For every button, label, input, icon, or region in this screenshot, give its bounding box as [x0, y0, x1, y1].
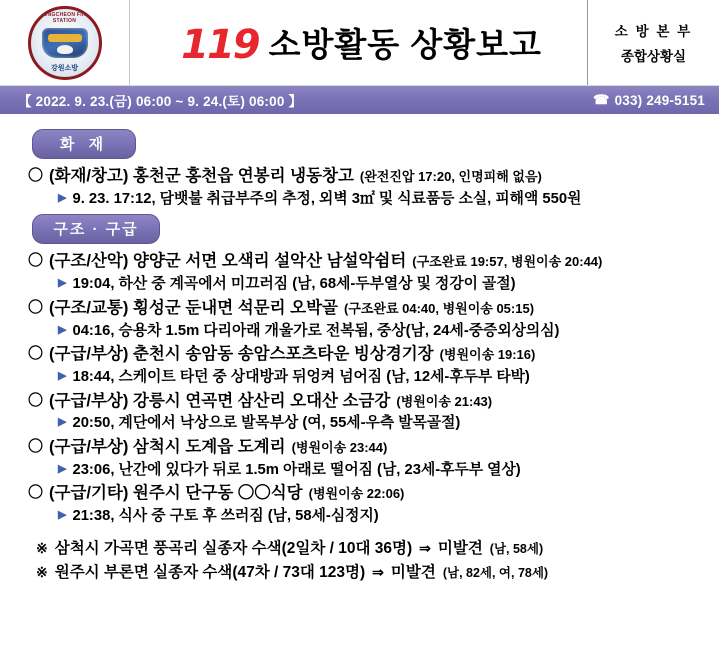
footer-notes — [14, 529, 709, 587]
incident-entry — [14, 343, 709, 388]
incident-detail — [14, 506, 709, 527]
circle-bullet-icon: 〇 — [28, 484, 44, 502]
incident-detail-text: 19:04, 하산 중 계곡에서 미끄러짐 (남, 68세-두부열상 및 정강이 골절) — [72, 276, 516, 293]
incident-headline — [14, 390, 709, 414]
triangle-bullet-icon: ▶ — [58, 509, 67, 522]
footer-note-result: 미발견 — [390, 564, 436, 582]
page-title: 소방활동 상황보고 — [268, 26, 542, 63]
emblem-top-text: HONGCHEON FIRE STATION — [39, 11, 90, 24]
contact-phone — [593, 92, 705, 108]
incident-status-note: (병원이송 19:16) — [439, 347, 536, 363]
incident-headline — [14, 250, 709, 274]
incident-detail-text: 20:50, 계단에서 낙상으로 발목부상 (여, 55세-우측 발목골절) — [72, 415, 461, 432]
incident-entry — [14, 297, 709, 342]
incident-title: (화재/창고) 홍천군 홍천읍 연봉리 냉동창고 — [49, 167, 354, 185]
triangle-bullet-icon: ▶ — [58, 370, 67, 383]
incident-status-note: (병원이송 23:44) — [291, 439, 388, 455]
department-line-2: 종합상황실 — [620, 49, 687, 64]
incident-status-note: (완전진압 17:20, 인명피해 없음) — [359, 169, 542, 184]
incident-headline — [14, 297, 709, 321]
incident-detail-text: 04:16, 승용차 1.5m 다리아래 개울가로 전복됨, 중상(남, 24세-중증외상의심) — [72, 322, 560, 339]
incident-status-note: (구조완료 04:40, 병원이송 05:15) — [343, 300, 535, 316]
incident-entry — [14, 165, 709, 210]
incident-title: (구급/부상) 삼척시 도계읍 도계리 — [49, 437, 286, 456]
triangle-bullet-icon: ▶ — [58, 323, 67, 336]
incident-entry — [14, 250, 709, 295]
incident-detail — [14, 460, 709, 481]
incident-detail — [14, 413, 709, 434]
circle-bullet-icon: 〇 — [28, 298, 44, 316]
department-cell — [587, 0, 719, 85]
incident-headline — [14, 165, 709, 189]
emblem-core-shape — [42, 28, 88, 58]
agency-emblem-cell — [0, 0, 130, 85]
telephone-icon: ☎ — [593, 92, 610, 107]
incident-detail-text: 21:38, 식사 중 구토 후 쓰러짐 (남, 58세-심정지) — [72, 508, 379, 525]
arrow-icon: ⇒ — [419, 539, 431, 556]
incident-detail — [14, 367, 709, 388]
incident-status-note: (병원이송 21:43) — [396, 393, 493, 409]
incident-entry — [14, 436, 709, 481]
incident-detail-text: 9. 23. 17:12, 담뱃불 취급부주의 추정, 외벽 3㎡ 및 식료품등 소실, 피해액 550원 — [72, 190, 582, 207]
triangle-bullet-icon: ▶ — [58, 191, 67, 204]
arrow-icon: ⇒ — [372, 564, 384, 581]
incident-title: (구급/부상) 춘천시 송암동 송암스포츠타운 빙상경기장 — [49, 345, 434, 364]
incident-detail — [14, 321, 709, 342]
incident-detail-text: 18:44, 스케이트 타던 중 상대방과 뒤엉켜 넘어짐 (남, 12세-후두부 타박) — [72, 369, 530, 386]
report-header — [0, 0, 719, 86]
incident-detail — [14, 274, 709, 295]
incident-title: (구급/부상) 강릉시 연곡면 삼산리 오대산 소금강 — [49, 391, 391, 410]
section-fire — [14, 126, 709, 210]
incident-detail-text: 23:06, 난간에 있다가 뒤로 1.5m 아래로 떨어짐 (남, 23세-후두부 열상) — [72, 461, 521, 478]
footer-note-detail: (남, 82세, 여, 78세) — [442, 566, 549, 581]
incident-status-note: (구조완료 19:57, 병원이송 20:44) — [412, 254, 603, 270]
footer-note — [36, 561, 699, 586]
incident-detail — [14, 189, 709, 210]
footer-note-text: 삼척시 가곡면 풍곡리 실종자 수색(2일차 / 10대 36명) — [54, 539, 413, 557]
section-title-rescue-ems: 구조 · 구급 — [32, 214, 160, 244]
emblem-bottom-text: 강원소방 — [50, 64, 79, 72]
circle-bullet-icon: 〇 — [28, 391, 44, 409]
reference-mark-icon: ※ — [36, 564, 48, 581]
department-line-1: 소 방 본 부 — [614, 24, 693, 39]
circle-bullet-icon: 〇 — [28, 252, 44, 270]
incident-entry — [14, 482, 709, 527]
section-title-fire: 화 재 — [32, 129, 136, 159]
section-rescue-ems — [14, 211, 709, 527]
title-cell — [130, 0, 587, 85]
footer-note-result: 미발견 — [437, 539, 483, 557]
119-logo-icon: 119 — [181, 21, 259, 68]
incident-title: (구급/기타) 원주시 단구동 〇〇식당 — [49, 484, 303, 503]
incident-entry — [14, 390, 709, 435]
footer-note-text: 원주시 부론면 실종자 수색(47차 / 73대 123명) — [54, 564, 366, 582]
triangle-bullet-icon: ▶ — [58, 277, 67, 290]
fire-department-emblem-icon — [28, 6, 102, 80]
report-body — [0, 114, 719, 586]
phone-number: 033) 249-5151 — [614, 92, 705, 108]
circle-bullet-icon: 〇 — [28, 167, 44, 184]
triangle-bullet-icon: ▶ — [58, 416, 67, 429]
incident-headline — [14, 482, 709, 506]
footer-note — [36, 537, 699, 562]
incident-status-note: (병원이송 22:06) — [308, 486, 405, 502]
circle-bullet-icon: 〇 — [28, 437, 44, 455]
report-period: 【 2022. 9. 23.(금) 06:00 ~ 9. 24.(토) 06:00 】 — [18, 94, 303, 109]
footer-note-detail: (남, 58세) — [489, 541, 544, 556]
incident-title: (구조/교통) 횡성군 둔내면 석문리 오박골 — [49, 298, 338, 317]
incident-headline — [14, 436, 709, 460]
incident-title: (구조/산악) 양양군 서면 오색리 설악산 남설악쉼터 — [49, 252, 407, 271]
incident-headline — [14, 343, 709, 367]
triangle-bullet-icon: ▶ — [58, 462, 67, 475]
circle-bullet-icon: 〇 — [28, 345, 44, 363]
period-band — [0, 86, 719, 114]
reference-mark-icon: ※ — [36, 539, 48, 556]
